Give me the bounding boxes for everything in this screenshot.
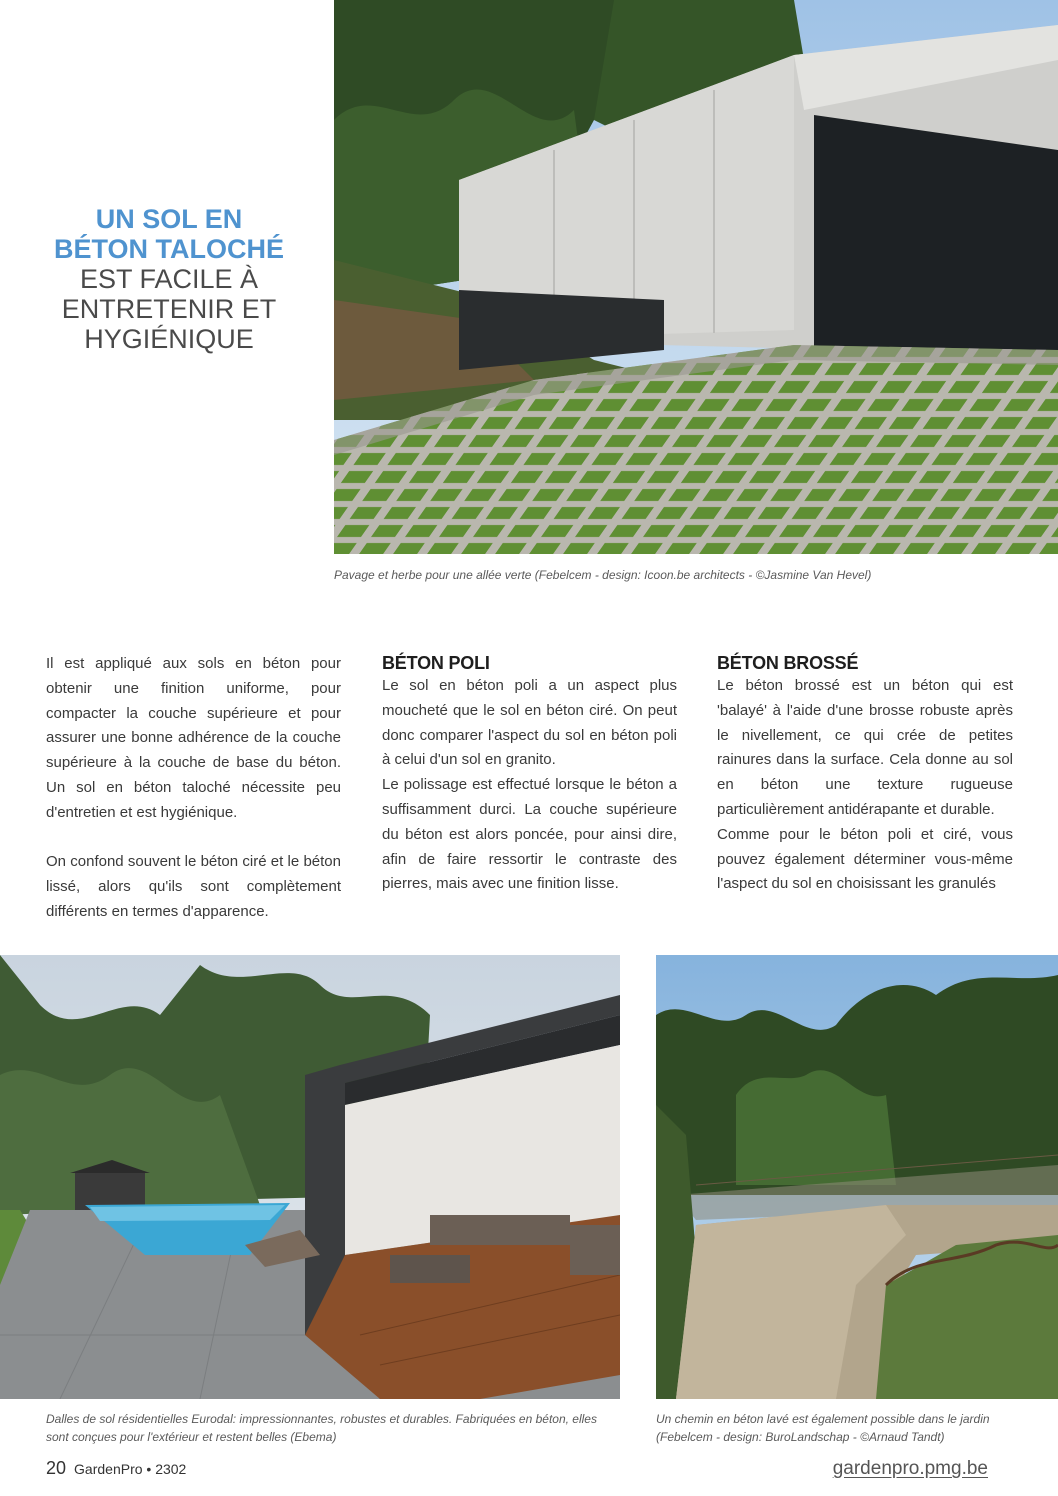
pull-quote-highlight-line-2: BÉTON TALOCHÉ <box>53 234 284 264</box>
pull-quote-highlight-line-1: UN SOL EN <box>95 204 243 234</box>
footer-left <box>46 1458 186 1479</box>
column-1 <box>46 652 341 925</box>
column-3-paragraph-1: Le béton brossé est un béton qui est 'balayé' à l'aide d'une brosse robuste après le nivellement, ce qui crée de petites rainures dans la surface. Cela donne au sol en béton une texture rugueuse particulièrement antidérapante et durable. <box>717 677 1013 818</box>
caption-bottom-right-photo: Un chemin en béton lavé est également possible dans le jardin (Febelcem - design: BuroLandschap - ©Arnaud Tandt) <box>656 1412 990 1444</box>
heading-beton-poli: BÉTON POLI <box>382 653 490 673</box>
photo-pool-pergola-terrace <box>0 955 620 1399</box>
caption-top-photo: Pavage et herbe pour une allée verte (Febelcem - design: Icoon.be architects - ©Jasmine Van Hevel) <box>334 568 872 582</box>
column-3 <box>717 652 1013 897</box>
column-3-paragraph-2: Comme pour le béton poli et ciré, vous pouvez également déterminer vous-même l'aspect du sol en choisissant les granulés <box>717 825 1013 893</box>
column-2-paragraph-2: Le polissage est effectué lorsque le béton a suffisamment durci. La couche supérieure du béton est alors poncée, pour ainsi dire, afin de faire ressortir le contraste des pierres, mais avec une finition lisse. <box>382 776 677 893</box>
pull-quote <box>30 204 308 354</box>
magazine-issue: GardenPro • 2302 <box>74 1461 187 1477</box>
page-number: 20 <box>46 1458 67 1478</box>
column-2-paragraph-1: Le sol en béton poli a un aspect plus moucheté que le sol en béton ciré. On peut donc comparer l'aspect du sol en béton poli à celui d'un sol en granito. <box>382 677 677 769</box>
column-1-paragraph-1: Il est appliqué aux sols en béton pour obtenir une finition uniforme, pour compacter la couche supérieure et pour assurer une bonne adhérence de la couche supérieure à la couche de base du béton. Un sol en béton taloché nécessite peu d'entretien et est hygiénique. <box>46 655 341 821</box>
caption-bottom-left-photo: Dalles de sol résidentielles Eurodal: impressionnantes, robustes et durables. Fabriquées en béton, elles sont conçues pour l'extérieur et restent belles (Ebema) <box>46 1412 597 1444</box>
website-link[interactable]: gardenpro.pmg.be <box>832 1458 988 1479</box>
column-2 <box>382 652 677 897</box>
photo-washed-concrete-path <box>656 955 1058 1399</box>
pull-quote-line-4: ENTRETENIR ET <box>61 294 277 324</box>
column-1-paragraph-2: On confond souvent le béton ciré et le béton lissé, alors qu'ils sont complètement différents en termes d'apparence. <box>46 853 341 920</box>
pull-quote-line-3: EST FACILE À <box>79 264 259 294</box>
photo-concrete-house-grass-pavers <box>334 0 1058 554</box>
heading-beton-brosse: BÉTON BROSSÉ <box>717 653 859 673</box>
pull-quote-line-5: HYGIÉNIQUE <box>84 324 254 354</box>
